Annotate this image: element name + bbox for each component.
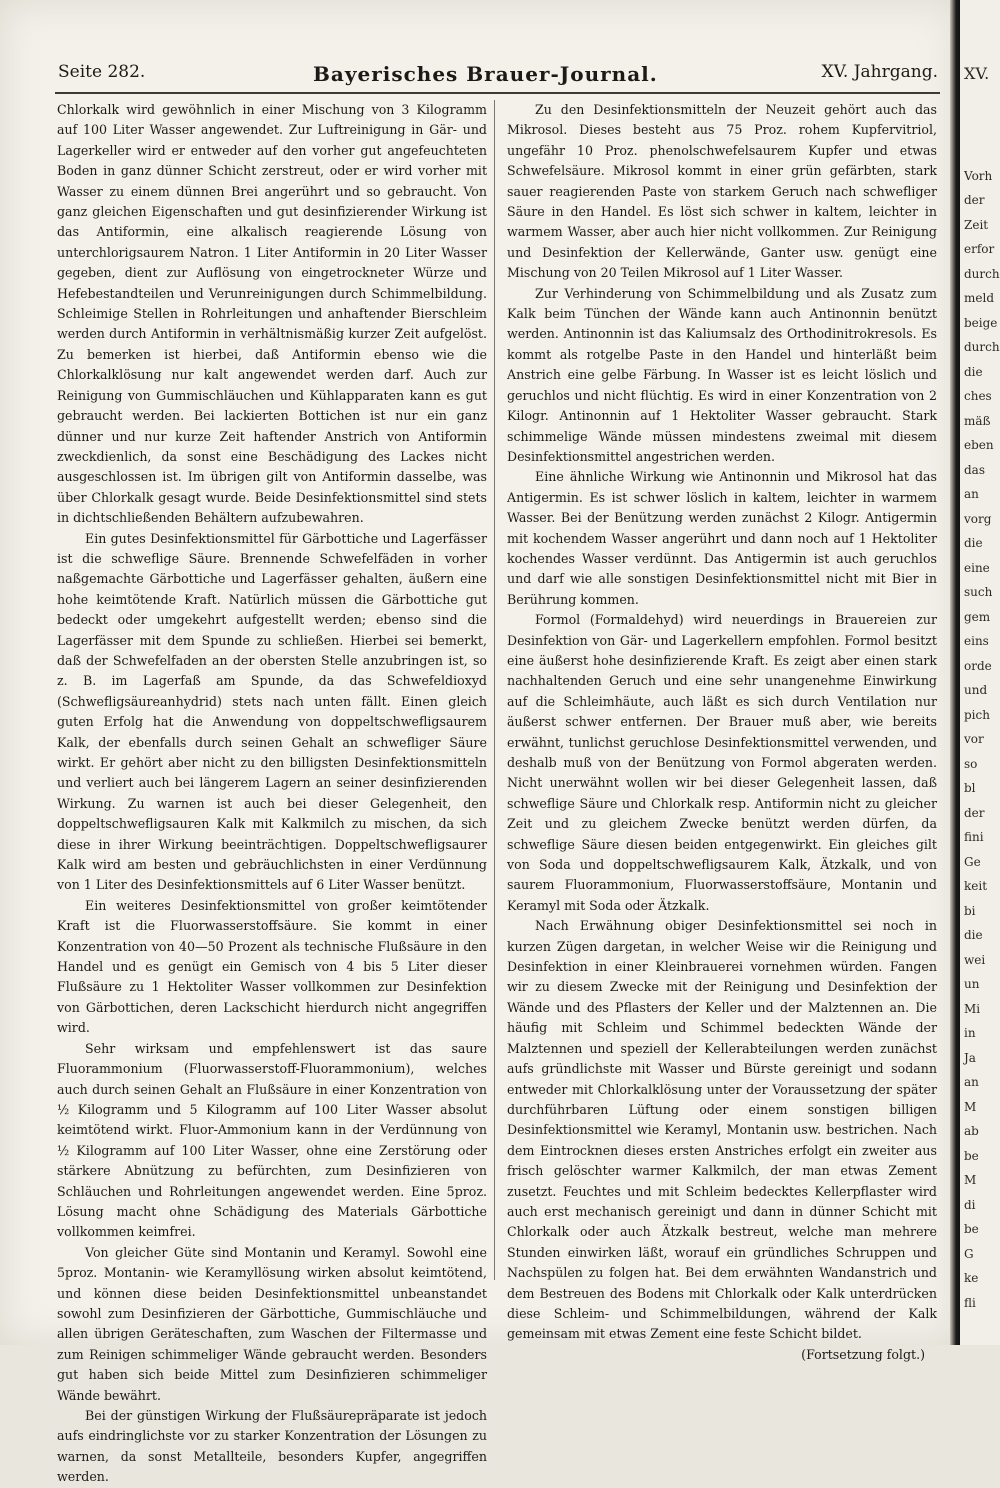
facing-page-fragment: such xyxy=(964,585,993,599)
facing-page-fragment: und xyxy=(964,683,988,697)
facing-page-fragment: die xyxy=(964,536,983,550)
facing-page-fragment: di xyxy=(964,1197,976,1212)
facing-page-fragment: wei xyxy=(964,952,986,967)
facing-page-fragment: durch xyxy=(964,340,1000,354)
facing-page-fragment: fli xyxy=(964,1295,976,1310)
facing-page-fragment: orde xyxy=(964,658,992,673)
facing-page-fragment: M xyxy=(964,1173,977,1187)
right-column xyxy=(507,100,937,1365)
facing-page-fragment: Ge xyxy=(964,854,981,869)
paragraph: Chlorkalk wird gewöhnlich in einer Mischung von 3 Kilogramm auf 100 Liter Wasser angewendet. Zur Luftreinigung in Gär- und Lagerkeller wird er entweder auf den vorher gut angefeuchteten Boden in ganz dünner Schicht zerstreut, oder er wird vorher mit Wasser zu einem dünnen Brei angerührt und so gebraucht. Von ganz gleichen Eigenschaften und gut desinfizierender Wirkung ist das Antiformin, eine alkalisch reagierende Lösung von unterchlorigsaurem Natron. 1 Liter Antiformin in 20 Liter Wasser gegeben, dient zur Auflösung von eingetrockneter Würze und Hefebestandteilen und Verunreinigungen durch Schimmelbildung. Schleimige Stellen in Rohrleitungen und anhaftender Bierschleim werden durch Antiformin in verhältnismäßig kurzer Zeit aufgelöst. Zu bemerken ist hierbei, daß Antiformin ebenso wie die Chlorkalklösung nur kalt angewendet werden darf. Auch zur Reinigung von Gummischläuchen und Kühlapparaten kann es gut gebraucht werden. Bei lackierten Bottichen ist nur ein ganz dünner und nur kurze Zeit haftender Anstrich von Antiformin zweckdienlich, da sonst eine Beschädigung des Lackes nicht ausgeschlossen ist. Im übrigen gilt von Antiformin dasselbe, was über Chlorkalk gesagt wurde. Beide Desinfektionsmittel sind stets in dichtschließenden Behältern aufzubewahren. xyxy=(57,102,487,526)
paragraph: Von gleicher Güte sind Montanin und Keramyl. Sowohl eine 5proz. Montanin- wie Keramyllösung wirken absolut keimtötend, und können diese beiden Desinfektionsmittel unbeanstandet sowohl zum Desinfizieren der Gärbottiche, Gummischläuche und allen übrigen Geräteschaften, zum Waschen der Filtermasse und zum Reinigen schimmeliger Wände gebraucht werden. Besonders gut haben sich beide Mittel zum Desinfizieren schimmeliger Wände bewährt. xyxy=(57,1244,487,1403)
continued-note: (Fortsetzung folgt.) xyxy=(801,1346,925,1362)
paragraph: Zur Verhinderung von Schimmelbildung und als Zusatz zum Kalk beim Tünchen der Wände kann auch Antinonnin benützt werden. Antinonnin ist das Kaliumsalz des Orthodinitrokresols. Es kommt als rotgelbe Paste in den Handel und hinterläßt beim Anstrich eine gelbe Färbung. In Wasser ist es leicht löslich und geruchlos und nicht flüchtig. Es wird in einer Konzentration von 2 Kilogr. Antinonnin auf 1 Hektoliter Wasser gebraucht. Stark schimmelige Wände müssen mindestens zweimal mit diesem Desinfektionsmittel angestrichen werden. xyxy=(507,285,937,464)
paragraph: Sehr wirksam und empfehlenswert ist das saure Fluorammonium (Fluorwasserstoff-Fluorammonium), welches auch durch seinen Gehalt an Flußsäure in einer Konzentration von ½ Kilogramm und 5 Kilogramm auf 100 Liter Wasser absolut keimtötend wirkt. Fluor-Ammonium kann in der Verdünnung von ½ Kilogramm auf 100 Liter Wasser, ohne eine Zerstörung oder stärkere Abnützung zu befürchten, zum Desinfizieren von Schläuchen und Rohrleitungen angewendet werden. Eine 5proz. Lösung macht ohne Schädigung des Materials Gärbottiche vollkommen keimfrei. xyxy=(57,1040,487,1240)
paragraph: Eine ähnliche Wirkung wie Antinonnin und Mikrosol hat das Antigermin. Es ist schwer löslich in kaltem, leichter in warmem Wasser. Bei der Benützung werden zunächst 2 Kilogr. Antigermin mit kochendem Wasser angerührt und dann noch auf 1 Hektoliter kochendes Wasser verdünnt. Das Antigermin ist auch geruchlos und darf wie alle sonstigen Desinfektionsmittel nicht mit Bier in Berührung kommen. xyxy=(507,469,937,607)
facing-page-edge xyxy=(960,0,1000,1345)
facing-page-fragment: bl xyxy=(964,781,976,795)
facing-page-fragment: Ja xyxy=(964,1050,976,1065)
paragraph: Nach Erwähnung obiger Desinfektionsmittel sei noch in kurzen Zügen dargetan, in welcher Weise wir die Reinigung und Desinfektion in einer Kleinbrauerei vornehmen würden. Fangen wir zu diesem Zwecke mit der Reinigung und Desinfektion der Wände und des Pflasters der Keller und der Malztennen an. Die häufig mit Schleim und Schimmel bedeckten Wände der Malztennen und speziell der Kellerabteilungen werden zunächst aufs gründlichste mit Wasser und Bürste gereinigt und sodann entweder mit Chlorkalklösung unter der Voraussetzung der später durchführbaren Lüftung oder einem sonstigen billigen Desinfektionsmittel wie Keramyl, Montanin usw. bestrichen. Nach dem Eintrocknen dieses ersten Anstriches erfolgt ein zweiter aus frisch gelöschter warmer Kalkmilch, der man etwas Zement zusetzt. Feuchtes und mit Schleim bedecktes Kellerpflaster wird auch erst mechanisch gereinigt und dann in dünner Schicht mit Chlorkalk oder auch Ätzkalk bestreut, welche man mehrere Stunden einwirken läßt, worauf ein gründliches Schruppen und Nachspülen zu folgen hat. Bei dem erwähnten Wandanstrich und dem Bestreuen des Bodens mit Chlorkalk oder Kalk unterdrücken diese Schleim- und Schimmelbildungen, während der Kalk gemeinsam mit etwas Zement eine feste Schicht bildet. xyxy=(507,918,937,1342)
running-head xyxy=(58,62,938,92)
facing-page-fragment: der xyxy=(964,805,985,820)
paragraph: Ein weiteres Desinfektionsmittel von großer keimtötender Kraft ist die Fluorwasserstoffsäure. Sie kommt in einer Konzentration von 40—50 Prozent als technische Flußsäure in den Handel und es genügt ein Gemisch von 4 bis 5 Liter dieser Flußsäure zu 1 Hektoliter Wasser vollkommen zur Desinfektion von Gärbottichen, deren Lackschicht hierdurch nicht angegriffen wird. xyxy=(57,897,487,1036)
facing-page-fragment: ke xyxy=(964,1271,979,1285)
facing-page-fragment: die xyxy=(964,364,983,379)
facing-page-fragment: erfor xyxy=(964,242,995,256)
facing-page-fragment: meld xyxy=(964,291,994,305)
facing-page-fragment: XV. xyxy=(964,64,990,83)
left-column xyxy=(57,100,487,1488)
paragraph: Zu den Desinfektionsmitteln der Neuzeit gehört auch das Mikrosol. Dieses besteht aus 75 Proz. rohem Kupfervitriol, ungefähr 10 Proz. phenolschwefelsaurem Kupfer und etwas Schwefelsäure. Mikrosol kommt in einer grün gefärbten, stark sauer reagierenden Paste von starkem Geruch nach schwefliger Säure in den Handel. Es löst sich schwer in kaltem, leichter in warmem Wasser, aber auch hier nicht vollkommen. Zur Reinigung und Desinfektion der Kellerwände, Ganter usw. genügt eine Mischung von 20 Teilen Mikrosol auf 1 Liter Wasser. xyxy=(507,102,937,281)
facing-page-fragment: durch xyxy=(964,266,1000,281)
facing-page-fragment: M xyxy=(964,1099,977,1114)
paragraph: Formol (Formaldehyd) wird neuerdings in Brauereien zur Desinfektion von Gär- und Lagerkellern empfohlen. Formol besitzt eine äußerst hohe desinfizierende Kraft. Es zeigt aber einen stark nachhaltenden Geruch und eine sehr unangenehme Einwirkung auf die Schleimhäute, auch läßt es sich durch Ventilation nur äußerst schwer entfernen. Der Brauer muß aber, wie bereits erwähnt, tunlichst geruchlose Desinfektionsmittel verwenden, und deshalb muß von der Benützung von Formol abgeraten werden. Nicht unerwähnt wollen wir bei dieser Gelegenheit lassen, daß schweflige Säure und Chlorkalk resp. Antiformin nicht zu gleicher Zeit und zu gleichem Zwecke benützt werden dürfen, da schweflige Säure diesen beiden entgegenwirkt. Ein gleiches gilt von Soda und doppeltschwefligsaurem Kalk, Ätzkalk, und von saurem Fluorammonium, Fluorwasserstoffsäure, Montanin und Keramyl mit Soda oder Ätzkalk. xyxy=(507,612,937,913)
facing-page-fragment: eins xyxy=(964,634,989,648)
facing-page-fragment: an xyxy=(964,487,979,501)
header-rule xyxy=(55,92,940,94)
facing-page-fragment: Vorh xyxy=(964,168,993,183)
facing-page-fragment: so xyxy=(964,756,978,771)
facing-page-fragment: mäß xyxy=(964,413,991,428)
facing-page-fragment: vorg xyxy=(964,511,992,526)
facing-page-fragment: in xyxy=(964,1026,976,1040)
volume-label: XV. Jahrgang. xyxy=(821,62,938,82)
facing-page-fragment: das xyxy=(964,462,985,477)
facing-page-fragment: Mi xyxy=(964,1001,981,1016)
facing-page-fragment: keit xyxy=(964,879,988,893)
paragraph: Bei der günstigen Wirkung der Flußsäurepräparate ist jedoch aufs eindringlichste vor zu starker Konzentration der Lösungen zu warnen, da sonst Metallteile, besonders Kupfer, angegriffen werden. xyxy=(57,1408,487,1485)
facing-page-fragment: pich xyxy=(964,707,990,722)
facing-page-fragment: bi xyxy=(964,903,976,918)
facing-page-fragment: die xyxy=(964,928,983,942)
facing-page-fragment: eine xyxy=(964,560,990,575)
facing-page-fragment: an xyxy=(964,1075,979,1089)
page-number: Seite 282. xyxy=(58,62,146,82)
facing-page-fragment: eben xyxy=(964,438,994,452)
facing-page-fragment: be xyxy=(964,1148,979,1163)
facing-page-fragment: der xyxy=(964,193,985,207)
journal-title: Bayerisches Brauer-Journal. xyxy=(313,62,658,86)
facing-page-fragment: Zeit xyxy=(964,217,989,232)
facing-page-fragment: un xyxy=(964,977,980,991)
paragraph: Ein gutes Desinfektionsmittel für Gärbottiche und Lagerfässer ist die schweflige Säure. Brennende Schwefelfäden in vorher naßgemachte Gärbottiche und Lagerfässer gehalten, äußern eine hohe keimtötende Kraft. Natürlich müssen die Gärbottiche gut bedeckt oder umgekehrt aufgestellt werden; ebenso sind die Lagerfässer mit dem Spunde zu schließen. Hierbei sei bemerkt, daß der Schwefelfaden an der obersten Stelle anzubringen ist, so z. B. im Lagerfaß am Spunde, da das Schwefeldioxyd (Schwefligsäureanhydrid) stets nach unten fällt. Einen gleich guten Erfolg hat die Anwendung von doppeltschwefligsaurem Kalk, der ebenfalls durch seinen Gehalt an schwefliger Säure wirkt. Er gehört aber nicht zu den billigsten Desinfektionsmitteln und verliert auch bei längerem Lagern an seiner desinfizierenden Wirkung. Zu warnen ist auch bei dieser Gelegenheit, den doppeltschwefligsauren Kalk mit Kalkmilch zu mischen, da sich diese in ihrer Wirkung beeinträchtigen. Doppeltschwefligsaurer Kalk wird am besten und gebräuchlichsten in einer Verdünnung von 1 Liter des Desinfektionsmittels auf 6 Liter Wasser benützt. xyxy=(57,530,487,893)
facing-page-fragment: ches xyxy=(964,389,992,403)
column-divider xyxy=(494,100,495,1280)
facing-page-fragment: fini xyxy=(964,830,984,844)
binding-gutter xyxy=(950,0,960,1345)
facing-page-fragment: vor xyxy=(964,732,984,746)
facing-page-fragment: G xyxy=(964,1246,974,1261)
facing-page-fragment: gem xyxy=(964,609,991,624)
facing-page-fragment: be xyxy=(964,1222,979,1236)
facing-page-fragment: ab xyxy=(964,1124,979,1138)
facing-page-fragment: beige xyxy=(964,315,998,330)
